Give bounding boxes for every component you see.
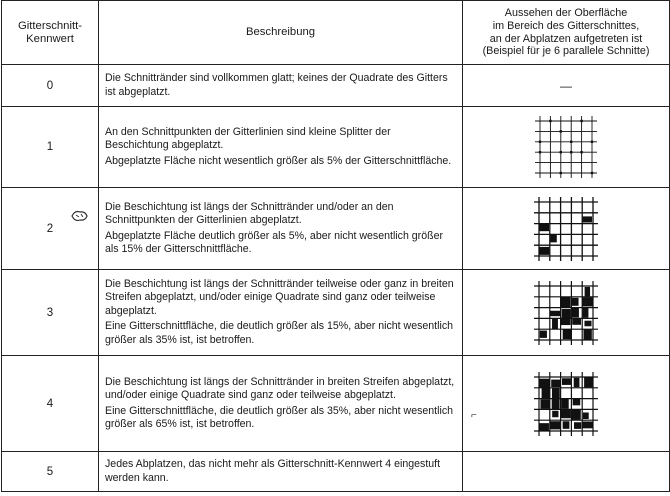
crosscut-classification-table xyxy=(1,0,670,492)
rating-value: 4 xyxy=(2,356,99,452)
rating-value-text: 2 xyxy=(46,222,54,235)
rating-description xyxy=(99,270,463,356)
appearance-cell xyxy=(463,107,670,188)
rating-value: 5 xyxy=(2,452,99,492)
description-text: Abgeplatzte Fläche deutlich größer als 5%, aber nicht wesentlich größer als 15% der Gitterschnittfläche. xyxy=(105,229,443,255)
rating-value: 0 xyxy=(2,65,99,107)
description-text: Eine Gitterschnittfläche, die deutlich größer als 35%, aber nicht wesentlich größer als 65% ist, ist betroffen. xyxy=(105,404,454,430)
description-text: Eine Gitterschnittfläche, die deutlich größer als 15%, aber nicht wesentlich größer als 35% ist, ist betroffen. xyxy=(105,320,454,346)
appearance-cell xyxy=(463,356,670,452)
header-appearance xyxy=(463,1,670,65)
description-text: Jedes Abplatzen, das nicht mehr als Gitterschnitt-Kennwert 4 eingestuft werden kann. xyxy=(105,458,441,484)
table-row xyxy=(2,107,670,188)
no-damage-dash: — xyxy=(560,78,572,93)
description-text: Die Schnittränder sind vollkommen glatt; keines der Quadrate des Gitters ist abgeplatzt. xyxy=(105,72,448,98)
rating-description xyxy=(99,356,463,452)
header-value xyxy=(2,1,99,65)
crosscut-grid-image xyxy=(533,196,599,262)
header-value-text: Gitterschnitt- Kennwert xyxy=(17,19,83,45)
description-text: Abgeplatzte Fläche nicht wesentlich größer als 5% der Gitterschnittfläche. xyxy=(105,154,452,167)
appearance-cell xyxy=(463,65,670,107)
header-row xyxy=(2,1,670,65)
description-text: Die Beschichtung ist längs der Schnittränder in breiten Streifen abgeplatzt, und/oder einige Quadrate sind ganz oder teilweise abgeplatzt. xyxy=(105,375,455,402)
crosscut-grid-image xyxy=(533,280,599,346)
rating-description xyxy=(99,65,463,107)
stain-icon xyxy=(70,208,90,224)
rating-description xyxy=(99,188,463,270)
stray-mark: ⌐ xyxy=(471,410,477,421)
appearance-cell xyxy=(463,188,670,270)
rating-description xyxy=(99,452,463,492)
table-row xyxy=(2,270,670,356)
table-row xyxy=(2,188,670,270)
description-text: Die Beschichtung ist längs der Schnittränder teilweise oder ganz in breiten Streifen abgeplatzt, und/oder einige Quadrate sind ganz oder teilweise abgeplatzt. xyxy=(105,277,454,317)
rating-value: 3 xyxy=(2,270,99,356)
table-row xyxy=(2,65,670,107)
header-appearance-text: Aussehen der Oberfläche im Bereich des Gitterschnittes, an der Abplatzen aufgetreten ist (Beispiel für je 6 parallele Schnitte) xyxy=(482,7,650,58)
appearance-cell xyxy=(463,270,670,356)
table-row xyxy=(2,356,670,452)
rating-description xyxy=(99,107,463,188)
rating-value: 1 xyxy=(2,107,99,188)
description-text: An den Schnittpunkten der Gitterlinien sind kleine Splitter der Beschichtung abgeplatzt. xyxy=(105,125,391,152)
header-description xyxy=(99,1,463,65)
crosscut-grid-image xyxy=(533,371,599,437)
appearance-cell xyxy=(463,452,670,492)
table-row xyxy=(2,452,670,492)
header-description-text: Beschreibung xyxy=(245,26,316,38)
crosscut-grid-image xyxy=(534,115,598,179)
rating-value xyxy=(2,188,99,270)
description-text: Die Beschichtung ist längs der Schnittränder und/oder an den Schnittpunkten der Gitterlinien abgeplatzt. xyxy=(105,200,394,227)
